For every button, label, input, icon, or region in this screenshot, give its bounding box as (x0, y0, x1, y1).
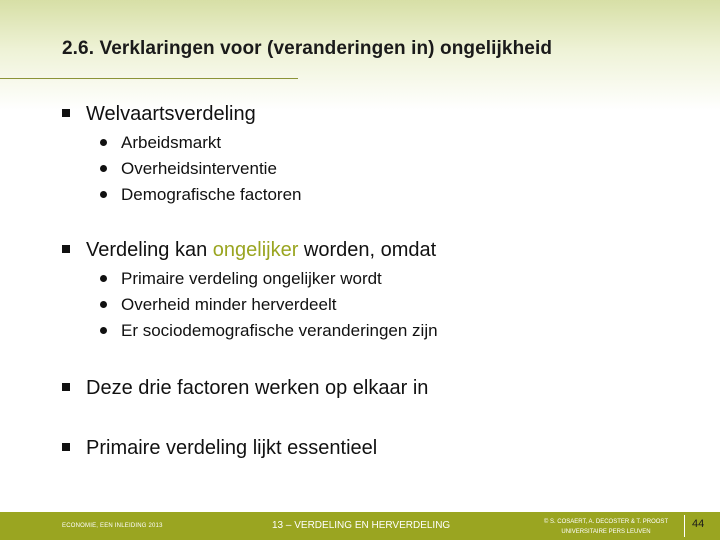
title-underline (0, 78, 298, 79)
round-bullet-icon (100, 275, 107, 282)
sub-bullet (100, 132, 221, 154)
round-bullet-icon (100, 327, 107, 334)
slide-title: 2.6. Verklaringen voor (veranderingen in) ongelijkheid (62, 38, 553, 59)
sub-bullet (100, 268, 382, 290)
sub-bullet (100, 158, 277, 180)
footer-divider (684, 515, 685, 537)
bullet-text-after: worden, omdat (298, 239, 437, 261)
bullet-text: Welvaartsverdeling (86, 103, 256, 125)
bullet-factoren-werken (62, 376, 428, 400)
sub-bullet-text: Arbeidsmarkt (121, 133, 222, 152)
bullet-text: Primaire verdeling lijkt essentieel (86, 437, 378, 459)
sub-bullet (100, 294, 336, 316)
square-bullet-icon (62, 383, 70, 391)
round-bullet-icon (100, 165, 107, 172)
sub-bullet (100, 320, 438, 342)
sub-bullet (100, 184, 301, 206)
bullet-welvaartsverdeling (62, 102, 256, 126)
footer-copyright-authors: © S. COSAERT, A. DECOSTER & T. PROOST (543, 519, 669, 525)
sub-bullet-text: Er sociodemografische veranderingen zijn (121, 321, 438, 340)
footer-course-label: ECONOMIE, EEN INLEIDING 2013 (62, 523, 163, 529)
round-bullet-icon (100, 139, 107, 146)
square-bullet-icon (62, 109, 70, 117)
round-bullet-icon (100, 301, 107, 308)
highlighted-word: ongelijker (212, 239, 299, 261)
sub-bullet-text: Overheid minder herverdeelt (121, 295, 337, 314)
footer-copyright (530, 517, 682, 537)
square-bullet-icon (62, 443, 70, 451)
sub-bullet-text: Overheidsinterventie (121, 159, 277, 178)
bullet-primaire-verdeling (62, 436, 377, 460)
page-number: 44 (692, 518, 705, 530)
square-bullet-icon (62, 245, 70, 253)
bullet-verdeling-ongelijker (62, 238, 436, 262)
footer-copyright-publisher: UNIVERSITAIRE PERS LEUVEN (561, 529, 651, 535)
footer-bar (0, 512, 720, 540)
bullet-text-before: Verdeling kan (86, 239, 213, 261)
sub-bullet-text: Demografische factoren (121, 185, 302, 204)
bullet-text: Deze drie factoren werken op elkaar in (86, 377, 429, 399)
footer-chapter-label: 13 – VERDELING EN HERVERDELING (272, 520, 451, 531)
sub-bullet-text: Primaire verdeling ongelijker wordt (121, 269, 382, 288)
round-bullet-icon (100, 191, 107, 198)
